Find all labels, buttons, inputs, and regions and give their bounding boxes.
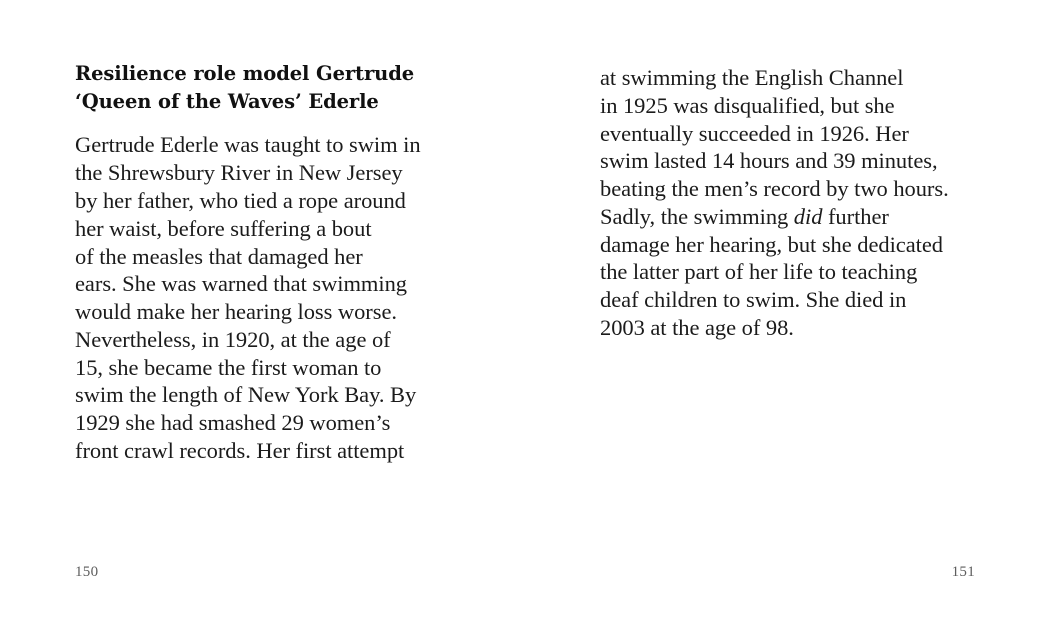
body-line: beating the men’s record by two hours. [600,176,949,202]
body-line-suffix: further [822,203,889,229]
page-number-right: 151 [951,564,975,580]
body-line: by her father, who tied a rope around [75,187,406,213]
page-title-line-1: Resilience role model Gertrude [75,62,415,85]
page-title-line-2: ‘Queen of the Waves’ Ederle [75,89,379,113]
body-line: front crawl records. Her first attempt [75,437,405,463]
body-line: 1929 she had smashed 29 women’s [75,410,391,436]
right-page [525,0,1050,635]
body-line: damage her hearing, but she dedicated [600,231,944,257]
body-line: swim the length of New York Bay. By [75,382,417,408]
body-line: Gertrude Ederle was taught to swim in [75,132,421,158]
body-line: the latter part of her life to teaching [600,259,918,285]
left-page-body [75,131,455,464]
body-line: 15, she became the first woman to [75,354,382,380]
body-line: would make her hearing loss worse. [75,299,397,325]
body-line-prefix: Sadly, the swimming [600,203,794,229]
right-page-body [600,64,980,342]
body-line: ears. She was warned that swimming [75,271,407,297]
body-line: Nevertheless, in 1920, at the age of [75,326,391,352]
body-line: 2003 at the age of 98. [600,315,794,341]
body-line: swim lasted 14 hours and 39 minutes, [600,148,938,174]
body-line: at swimming the English Channel [600,65,904,90]
page-title [75,60,455,115]
body-line: of the measles that damaged her [75,243,363,269]
body-line: her waist, before suffering a bout [75,215,372,241]
page-number-left: 150 [75,564,99,580]
italic-word: did [793,203,823,229]
body-line: eventually succeeded in 1926. Her [600,120,909,146]
body-line: in 1925 was disqualified, but she [600,92,895,118]
body-line: the Shrewsbury River in New Jersey [75,160,403,186]
body-line: deaf children to swim. She died in [600,287,907,313]
body-line-italic [600,203,980,231]
